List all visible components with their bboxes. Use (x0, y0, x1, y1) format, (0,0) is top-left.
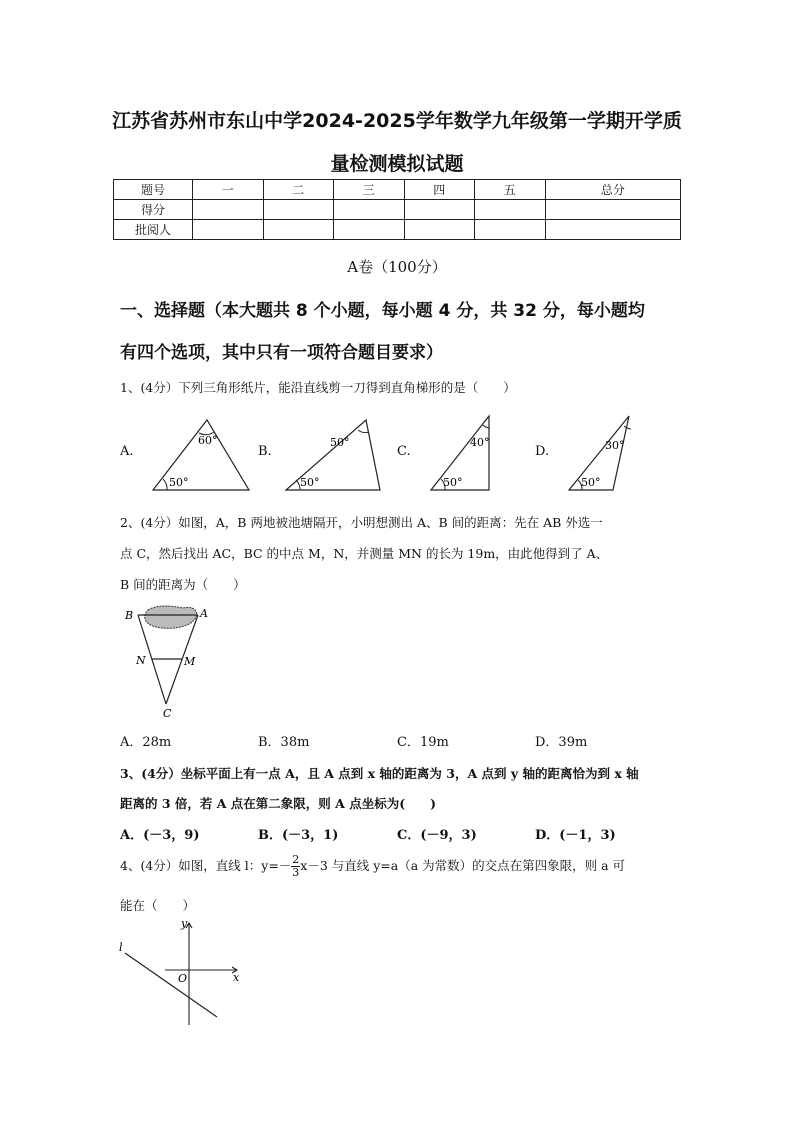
point-label: M (184, 655, 196, 668)
section-heading-line2: 有四个选项，其中只有一项符合题目要求） (120, 343, 443, 363)
point-label: C (163, 707, 172, 720)
score-cell[interactable] (334, 200, 405, 220)
q4-text-post: x－3 与直线 y=a（a 为常数）的交点在第四象限，则 a 可 (300, 858, 626, 873)
score-table-header-row (114, 180, 681, 200)
q2-option-a[interactable]: A．28m (120, 735, 172, 750)
angle-label: 50° (443, 476, 463, 489)
angle-label: 40° (470, 436, 490, 449)
fraction-numerator: 2 (292, 853, 300, 866)
axis-label: y (181, 917, 188, 930)
row-label: 得分 (114, 200, 193, 220)
grader-row (114, 220, 681, 240)
score-cell[interactable] (263, 200, 334, 220)
exam-title-line1: 江苏省苏州市东山中学2024-2025学年数学九年级第一学期开学质 (112, 110, 682, 132)
fraction (291, 854, 300, 879)
question-3-line2: 距离的 3 倍，若 A 点在第二象限，则 A 点坐标为( ) (120, 796, 437, 811)
q1-triangle-c (425, 412, 505, 494)
q2-option-d[interactable]: D．39m (535, 735, 588, 750)
angle-label: 50° (581, 476, 601, 489)
score-cell[interactable] (404, 200, 475, 220)
q1-triangle-b (280, 412, 392, 494)
score-row (114, 200, 681, 220)
point-label: A (200, 607, 208, 620)
angle-label: 50° (169, 476, 189, 489)
fraction-denominator: 3 (292, 866, 300, 879)
question-2-line2: 点 C，然后找出 AC，BC 的中点 M，N，并测量 MN 的长为 19m，由此他得到了 A、 (120, 546, 609, 561)
score-cell[interactable] (545, 220, 681, 240)
q2-option-b[interactable]: B．38m (258, 735, 310, 750)
q1-option-d-label[interactable]: D. (535, 444, 550, 459)
q2-figure (118, 602, 218, 720)
score-cell[interactable] (545, 200, 681, 220)
header-cell: 四 (404, 180, 475, 200)
origin-label: O (178, 972, 188, 985)
q1-option-b-label[interactable]: B. (258, 444, 272, 459)
header-cell: 三 (334, 180, 405, 200)
angle-label: 60° (198, 434, 218, 447)
question-1-text: 1、(4分）下列三角形纸片，能沿直线剪一刀得到直角梯形的是（ ） (120, 380, 516, 395)
q2-option-c[interactable]: C．19m (397, 735, 449, 750)
q3-option-d[interactable]: D．(－1，3) (535, 828, 616, 843)
q4-text-pre: 4、(4分）如图，直线 l：y=－ (120, 858, 292, 873)
score-cell[interactable] (193, 220, 264, 240)
score-cell[interactable] (404, 220, 475, 240)
question-4-line1 (120, 854, 625, 879)
volume-heading: A卷（100分） (347, 258, 447, 276)
header-cell: 二 (263, 180, 334, 200)
exam-title-line2: 量检测模拟试题 (330, 153, 464, 175)
score-cell[interactable] (193, 200, 264, 220)
q3-option-a[interactable]: A．(－3，9) (120, 828, 200, 843)
score-table (113, 179, 681, 240)
angle-label: 50° (330, 436, 350, 449)
header-cell: 五 (475, 180, 546, 200)
point-label: B (125, 609, 134, 622)
line-label: l (119, 941, 123, 954)
axis-label: x (233, 971, 240, 984)
score-cell[interactable] (475, 200, 546, 220)
score-cell[interactable] (475, 220, 546, 240)
question-4-line2: 能在（ ） (120, 898, 196, 913)
score-cell[interactable] (263, 220, 334, 240)
q4-figure (115, 915, 245, 1030)
section-heading-line1: 一、选择题（本大题共 8 个小题，每小题 4 分，共 32 分，每小题均 (120, 301, 645, 321)
point-label: N (136, 654, 146, 667)
header-cell: 题号 (114, 180, 193, 200)
angle-label: 30° (605, 439, 625, 452)
angle-label: 50° (300, 476, 320, 489)
score-cell[interactable] (334, 220, 405, 240)
q3-option-c[interactable]: C．(－9，3) (397, 828, 477, 843)
question-2-line3: B 间的距离为（ ） (120, 577, 246, 592)
row-label: 批阅人 (114, 220, 193, 240)
q1-triangle-d (563, 412, 643, 494)
question-3-line1: 3、(4分）坐标平面上有一点 A，且 A 点到 x 轴的距离为 3，A 点到 y 轴的距离恰为到 x 轴 (120, 766, 639, 781)
q1-triangle-a (145, 412, 257, 494)
question-2-line1: 2、(4分）如图，A，B 两地被池塘隔开，小明想测出 A、B 间的距离：先在 AB 外选一 (120, 515, 603, 530)
header-cell: 总分 (545, 180, 681, 200)
q3-option-b[interactable]: B．(－3，1) (258, 828, 339, 843)
header-cell: 一 (193, 180, 264, 200)
q1-option-a-label[interactable]: A. (120, 444, 134, 459)
q1-option-c-label[interactable]: C. (397, 444, 411, 459)
